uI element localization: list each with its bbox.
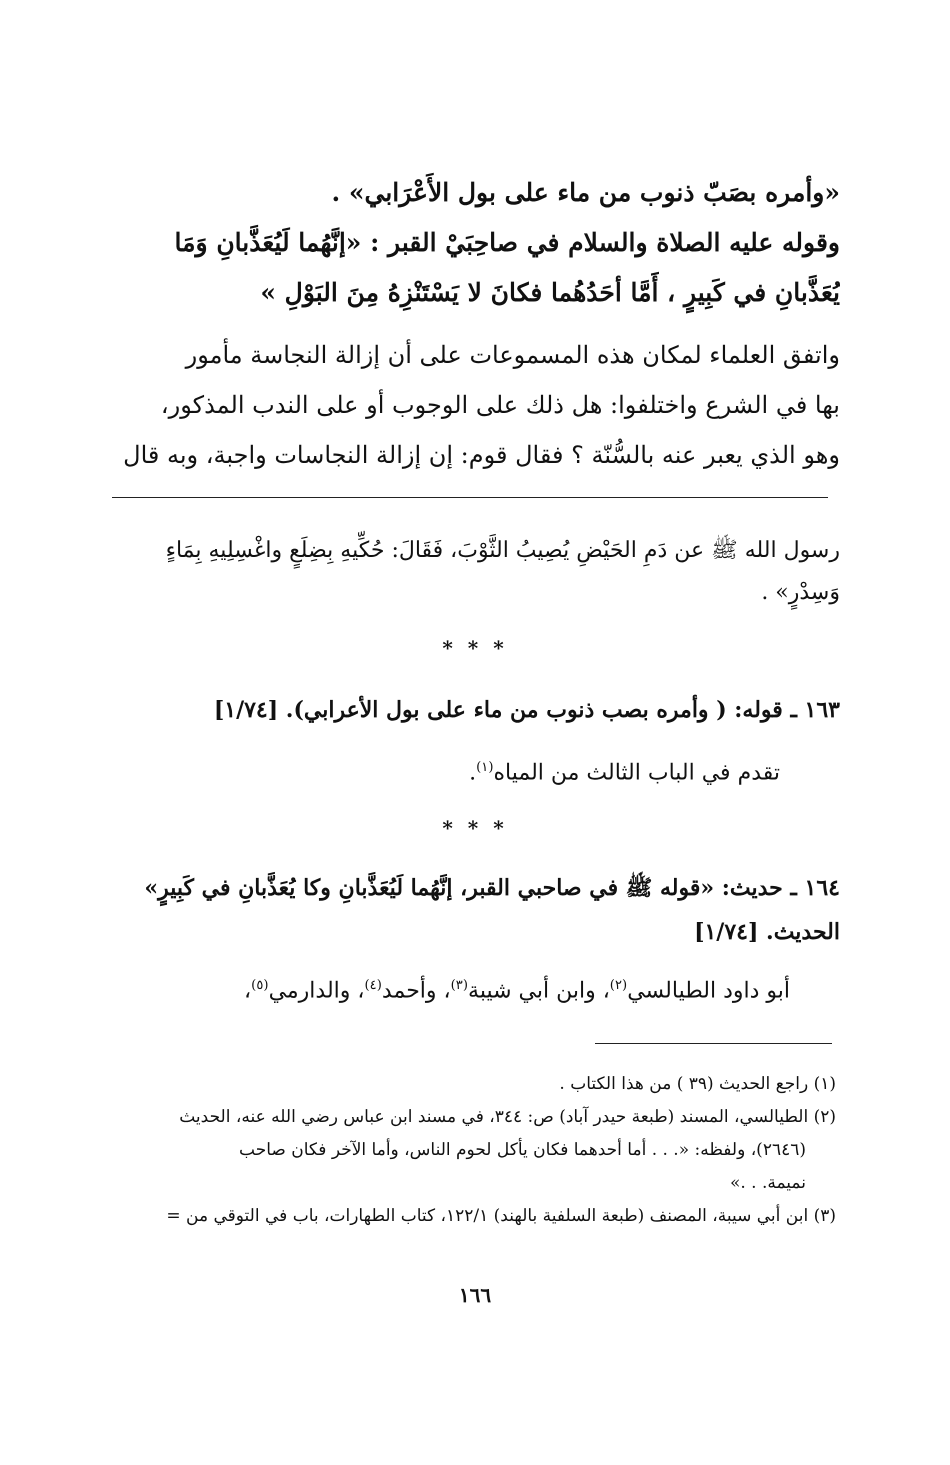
footnote-ref-4: (٤) xyxy=(364,978,382,993)
entry-163-note xyxy=(150,748,780,793)
source-tayalisi: أبو داود الطيالسي xyxy=(627,978,790,1004)
footnote-1: (١) راجع الحديث (٣٩ ) من هذا الكتاب . xyxy=(559,1074,836,1094)
sources-end: ، xyxy=(244,978,252,1004)
footnote-ref-1: (١) xyxy=(476,760,494,775)
quote-line-2: وقوله عليه الصلاة والسلام في صاحِبَيْ القبر : «إنَّهُما لَيُعَذَّبانِ وَمَا xyxy=(174,228,840,257)
footnote-2-line-1: (٢) الطيالسي، المسند (طبعة حيدر آباد) ص: ٣٤٤، في مسند ابن عباس رضي الله عنه، الحديث xyxy=(179,1107,836,1127)
continued-text xyxy=(100,530,840,614)
entry-164-heading xyxy=(100,866,840,954)
footnote-divider xyxy=(595,1043,832,1044)
continued-line-1: رسول الله ﷺ عن دَمِ الحَيْضِ يُصِيبُ الثَّوْبَ، فَقَالَ: حُكِّيهِ بِضِلَعٍ واغْسِلِيهِ بِمَاءٍ xyxy=(165,538,840,563)
entry-163-heading xyxy=(100,690,840,730)
footnote-ref-2: (٢) xyxy=(609,978,628,993)
paragraph-line-3: وهو الذي يعبر عنه بالسُّنّة ؟ فقال قوم: إن إزالة النجاسات واجبة، وبه قال xyxy=(123,441,840,469)
footnote-ref-3: (٣) xyxy=(450,978,469,993)
source-darimi: ، والدارمي xyxy=(268,978,365,1004)
footnote-2-line-3: نميمة. . .» xyxy=(729,1173,806,1193)
entry-163-text: ١٦٣ ـ قوله: ( وأمره بصب ذنوب من ماء على بول الأعرابي). [١/٧٤] xyxy=(213,697,840,723)
footnote-2-line-2: (٢٦٤٦)، ولفظه: «. . . أما أحدهما فكان يأكل لحوم الناس، وأما الآخر فكان صاحب xyxy=(239,1140,806,1160)
footnote-3: (٣) ابن أبي سيبة، المصنف (طبعة السلفية بالهند) ١٢٢/١، كتاب الطهارات، باب في التوقي من = xyxy=(166,1206,836,1226)
footnotes xyxy=(108,1068,836,1233)
quote-line-1: «وأمره بصَبّ ذنوب من ماء على بول الأَعْرَابي» . xyxy=(331,178,840,207)
quote-line-3: يُعَذَّبانِ في كَبِيرٍ ، أَمَّا أحَدُهُما فكانَ لا يَسْتَنْزِهُ مِنَ البَوْلِ » xyxy=(260,278,840,307)
source-ibn-abi-shayba: ، وابن أبي شيبة xyxy=(468,978,610,1004)
entry-164-line-2: الحديث. [١/٧٤] xyxy=(694,919,840,945)
source-ahmad: ، وأحمد xyxy=(381,978,451,1004)
paragraph-line-1: واتفق العلماء لمكان هذه المسموعات على أن إزالة النجاسة مأمور xyxy=(185,341,840,369)
continued-line-2: وَسِدْرٍ» . xyxy=(761,580,840,605)
footnote-ref-5: (٥) xyxy=(251,978,269,993)
paragraph-line-2: بها في الشرع واختلفوا: هل ذلك على الوجوب أو على الندب المذكور، xyxy=(160,391,840,419)
section-separator: * * * xyxy=(442,816,508,840)
main-text-divider xyxy=(112,497,828,498)
entry-163-note-text: تقدم في الباب الثالث من المياه xyxy=(493,760,780,786)
entry-164-line-1: ١٦٤ ـ حديث: «قوله ﷺ في صاحبي القبر، إنَّهُما لَيُعَذَّبانِ وكا يُعَذَّبانِ في كَبِيرٍ» xyxy=(144,875,840,901)
sources-line xyxy=(150,966,790,1011)
quoted-hadith-block xyxy=(100,168,840,318)
main-paragraph xyxy=(100,330,840,480)
page-number: ١٦٦ xyxy=(458,1283,492,1307)
section-separator: * * * xyxy=(442,636,508,660)
entry-163-note-end: . xyxy=(469,760,477,786)
